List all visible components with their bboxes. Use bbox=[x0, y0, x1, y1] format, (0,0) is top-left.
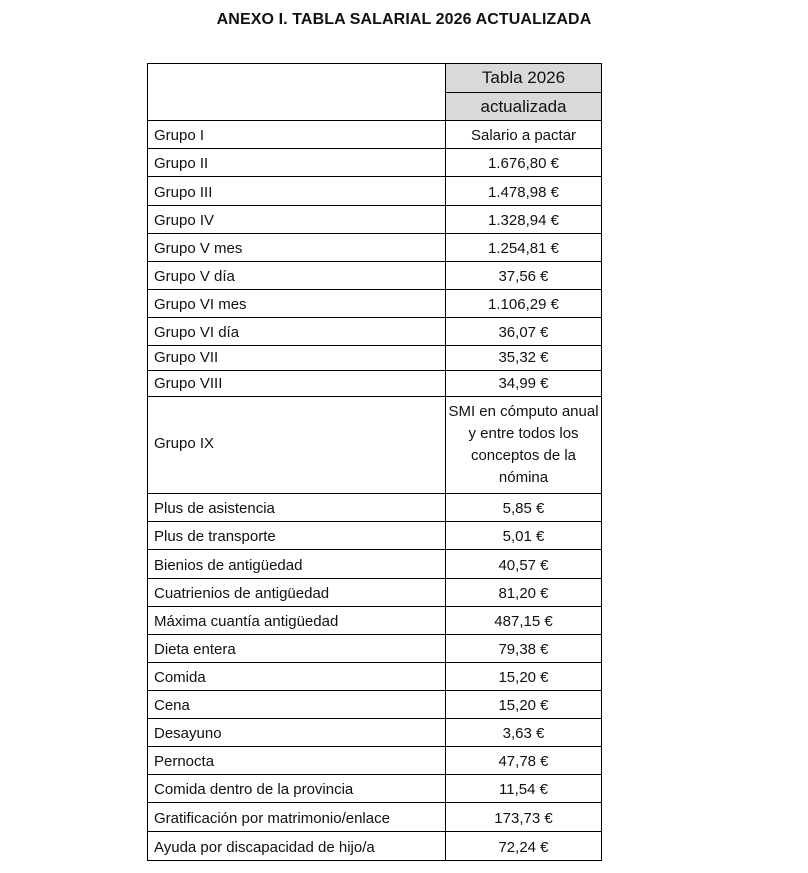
row-label: Cuatrienios de antigüedad bbox=[148, 579, 446, 607]
row-label: Desayuno bbox=[148, 719, 446, 747]
row-value: 173,73 € bbox=[446, 803, 602, 832]
header-empty-cell bbox=[148, 64, 446, 121]
table-row bbox=[148, 747, 602, 775]
table-row bbox=[148, 149, 602, 177]
row-label: Grupo VIII bbox=[148, 371, 446, 397]
row-label: Grupo IX bbox=[148, 397, 446, 494]
table-row bbox=[148, 234, 602, 262]
row-value: 1.676,80 € bbox=[446, 149, 602, 177]
row-value: 1.106,29 € bbox=[446, 290, 602, 318]
row-value: 1.478,98 € bbox=[446, 177, 602, 206]
row-value: 1.254,81 € bbox=[446, 234, 602, 262]
row-value: 81,20 € bbox=[446, 579, 602, 607]
row-value: 5,85 € bbox=[446, 494, 602, 522]
row-value: 11,54 € bbox=[446, 775, 602, 803]
row-label: Grupo V mes bbox=[148, 234, 446, 262]
row-label: Gratificación por matrimonio/enlace bbox=[148, 803, 446, 832]
table-row bbox=[148, 318, 602, 346]
row-value: 36,07 € bbox=[446, 318, 602, 346]
row-label: Ayuda por discapacidad de hijo/a bbox=[148, 832, 446, 861]
header-line1: Tabla 2026 bbox=[446, 64, 602, 93]
row-label: Grupo V día bbox=[148, 262, 446, 290]
table-row bbox=[148, 550, 602, 579]
document-title: ANEXO I. TABLA SALARIAL 2026 ACTUALIZADA bbox=[216, 11, 592, 28]
row-value: 34,99 € bbox=[446, 371, 602, 397]
row-label: Comida dentro de la provincia bbox=[148, 775, 446, 803]
row-value: SMI en cómputo anual y entre todos los conceptos de la nómina bbox=[446, 397, 602, 494]
row-value: 40,57 € bbox=[446, 550, 602, 579]
row-label: Pernocta bbox=[148, 747, 446, 775]
row-label: Grupo I bbox=[148, 121, 446, 149]
table-row bbox=[148, 397, 602, 494]
row-label: Grupo II bbox=[148, 149, 446, 177]
table-row bbox=[148, 371, 602, 397]
row-label: Grupo III bbox=[148, 177, 446, 206]
table-row bbox=[148, 579, 602, 607]
row-label: Grupo VI día bbox=[148, 318, 446, 346]
row-value: 35,32 € bbox=[446, 346, 602, 371]
table-row bbox=[148, 346, 602, 371]
table-row bbox=[148, 290, 602, 318]
row-value: 47,78 € bbox=[446, 747, 602, 775]
row-value: 487,15 € bbox=[446, 607, 602, 635]
table-row bbox=[148, 663, 602, 691]
row-label: Cena bbox=[148, 691, 446, 719]
row-label: Grupo VII bbox=[148, 346, 446, 371]
row-label: Plus de transporte bbox=[148, 522, 446, 550]
table-row bbox=[148, 262, 602, 290]
header-line2: actualizada bbox=[446, 93, 602, 121]
row-value: 15,20 € bbox=[446, 691, 602, 719]
table-row bbox=[148, 522, 602, 550]
table-row bbox=[148, 775, 602, 803]
table-row bbox=[148, 177, 602, 206]
row-label: Comida bbox=[148, 663, 446, 691]
row-value: 79,38 € bbox=[446, 635, 602, 663]
row-label: Máxima cuantía antigüedad bbox=[148, 607, 446, 635]
row-label: Grupo IV bbox=[148, 206, 446, 234]
row-value: 72,24 € bbox=[446, 832, 602, 861]
salary-table bbox=[147, 63, 602, 861]
row-value: 37,56 € bbox=[446, 262, 602, 290]
row-label: Grupo VI mes bbox=[148, 290, 446, 318]
table-row bbox=[148, 494, 602, 522]
table-row bbox=[148, 607, 602, 635]
table-row bbox=[148, 635, 602, 663]
table-row bbox=[148, 803, 602, 832]
table-row bbox=[148, 206, 602, 234]
row-label: Plus de asistencia bbox=[148, 494, 446, 522]
row-label: Bienios de antigüedad bbox=[148, 550, 446, 579]
row-value: 3,63 € bbox=[446, 719, 602, 747]
table-row bbox=[148, 121, 602, 149]
row-value: 5,01 € bbox=[446, 522, 602, 550]
table-row bbox=[148, 691, 602, 719]
row-value: Salario a pactar bbox=[446, 121, 602, 149]
row-label: Dieta entera bbox=[148, 635, 446, 663]
table-row bbox=[148, 832, 602, 861]
table-row bbox=[148, 719, 602, 747]
row-value: 1.328,94 € bbox=[446, 206, 602, 234]
row-value: 15,20 € bbox=[446, 663, 602, 691]
